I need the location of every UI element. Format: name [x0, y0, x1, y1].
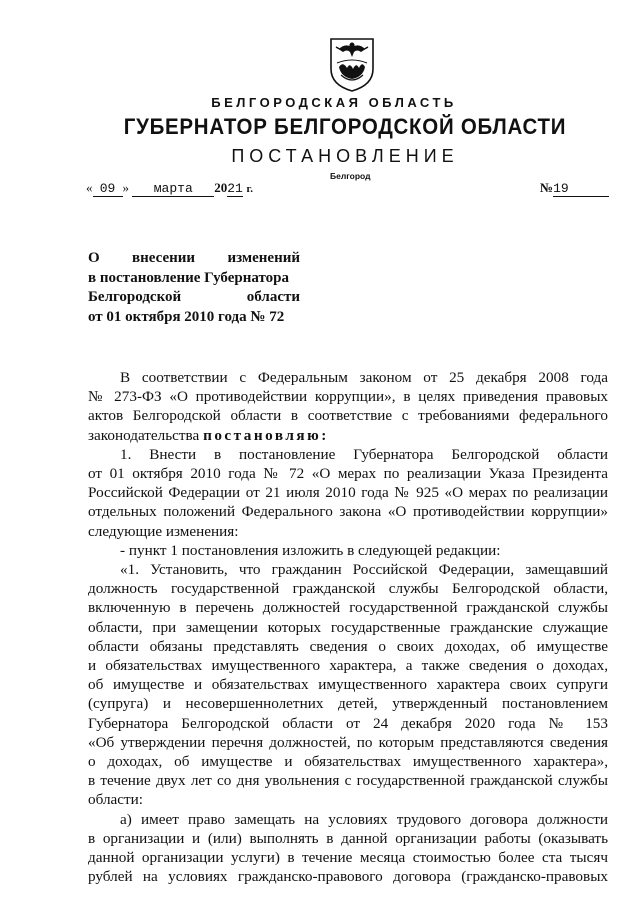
text-line: включенную в перечень должностей государственной гражданской службы: [88, 599, 608, 617]
decree-body: [88, 368, 608, 886]
subject-line-1: [88, 249, 300, 269]
text-line: «1. Установить, что гражданин Российской Федерации, замещавший: [120, 561, 608, 579]
date-year-mark: г.: [246, 183, 254, 195]
text-line: области обязаны представлять сведения о своих доходах, об имуществе: [88, 637, 608, 655]
subject-word: области: [246, 289, 300, 305]
date-year-suffix: 21: [227, 181, 243, 196]
text-line: отдельных положений Федерального закона «О противодействии коррупции»: [88, 503, 608, 521]
text-line: рублей на условиях гражданско-правового договора (гражданско-правовых: [88, 868, 608, 886]
text-line: данной организации услуги) в течение месяца стоимостью более ста тысяч: [88, 849, 608, 867]
coat-of-arms-emblem: [327, 35, 377, 93]
number-value: 19: [553, 182, 609, 197]
city-name: Белгород: [330, 171, 371, 181]
subject-line-3: [88, 288, 300, 308]
text-fragment: законодательства: [88, 426, 200, 444]
text-line: области, при замещении которых государственные гражданские служащие: [88, 618, 608, 636]
subject-word: внесении: [132, 250, 196, 266]
text-line: должность государственной гражданской службы Белгородской области,: [88, 580, 608, 598]
text-line: и обязательствах имущественного характера, а также сведения о доходах,: [88, 657, 608, 675]
text-line: Губернатора Белгородской области от 24 декабря 2020 года № 153: [88, 714, 608, 732]
text-line: (супруга) и несовершеннолетних детей, утвержденный постановлением: [88, 695, 608, 713]
date-month: марта: [132, 182, 214, 197]
text-line: [88, 426, 608, 445]
text-line: № 273-ФЗ «О противодействии коррупции», в целях приведения правовых: [88, 388, 608, 406]
decree-number: [540, 180, 609, 197]
text-line: о доходах, об имуществе и обязательствах имущественного характера»,: [88, 753, 608, 771]
text-line: актов Белгородской области в соответствие с требованиями федерального: [88, 407, 608, 425]
text-line: В соответствии с Федеральным законом от 25 декабря 2008 года: [120, 369, 608, 386]
text-line: от 01 октября 2010 года № 72 «О мерах по реализации Указа Президента: [88, 465, 608, 483]
text-line: в организации и (или) выполнять в данной организации работы (оказывать: [88, 829, 608, 847]
date-day: 09: [93, 182, 123, 197]
decree-subject: [88, 249, 300, 327]
text-line: 1. Внести в постановление Губернатора Белгородской области: [120, 445, 608, 463]
subject-word: Белгородской: [88, 289, 182, 305]
region-name: БЕЛГОРОДСКАЯ ОБЛАСТЬ: [211, 95, 457, 110]
date-year-prefix: 20: [214, 180, 228, 195]
text-line: «Об утверждении перечня должностей, по которым представляются сведения: [88, 733, 608, 751]
document-type: ПОСТАНОВЛЕНИЕ: [231, 146, 459, 166]
subject-line-4: от 01 октября 2010 года № 72: [88, 308, 285, 325]
resolution-keyword: постановляю:: [203, 426, 329, 444]
subject-line-2: в постановление Губернатора: [88, 269, 289, 286]
text-line: области:: [88, 791, 143, 809]
subject-word: изменений: [227, 250, 300, 266]
text-line: а) имеет право замещать на условиях трудового договора должности: [120, 810, 608, 828]
date-close-quote: »: [122, 180, 129, 195]
date-open-quote: «: [86, 180, 93, 195]
text-line: Российской Федерации от 21 июля 2010 года № 925 «О мерах по реализации: [88, 484, 608, 502]
text-line: следующие изменения:: [88, 522, 239, 540]
issuer-title: ГУБЕРНАТОР БЕЛГОРОДСКОЙ ОБЛАСТИ: [123, 114, 567, 139]
number-label: №: [540, 180, 554, 195]
decree-date: [86, 180, 253, 197]
subject-word: О: [88, 250, 100, 266]
text-line: об имуществе и обязательствах имущественного характера своих супруги: [88, 676, 608, 694]
text-line: в течение двух лет со дня увольнения с государственной гражданской службы: [88, 772, 608, 790]
text-line: - пункт 1 постановления изложить в следующей редакции:: [120, 541, 501, 559]
